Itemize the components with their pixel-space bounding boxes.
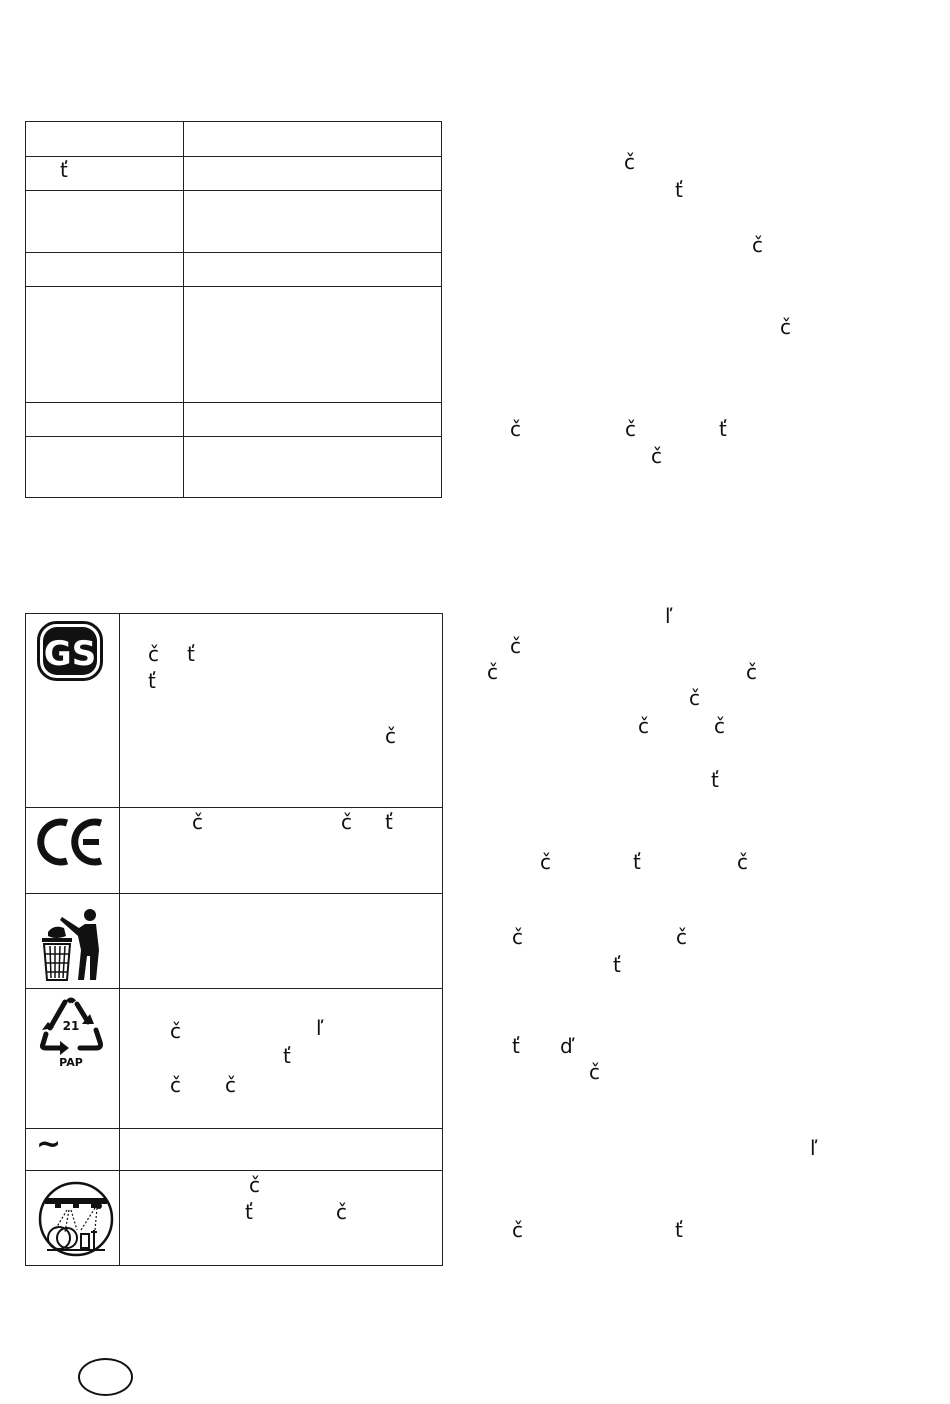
text-glyph: č (625, 417, 636, 441)
text-glyph: č (624, 150, 635, 174)
spec-table-cell-text: ť (60, 158, 68, 182)
text-glyph: ť (613, 953, 621, 977)
symbols-table-row-line (26, 1170, 442, 1171)
text-glyph: ť (711, 768, 719, 792)
text-glyph: ť (512, 1034, 520, 1058)
text-glyph: č (510, 634, 521, 658)
text-glyph: č (752, 233, 763, 257)
ce-description-text: ť (385, 810, 393, 834)
text-glyph: č (510, 417, 521, 441)
text-glyph: č (714, 714, 725, 738)
dishwasher-description-text: č (336, 1200, 347, 1224)
spec-table-row-line (26, 286, 441, 287)
gs-description-text: č (385, 724, 396, 748)
text-glyph: č (512, 1218, 523, 1242)
gs-description-text: č (148, 642, 159, 666)
spec-table-row-line (26, 190, 441, 191)
recycling-description-text: č (170, 1019, 181, 1043)
recycling-description-text: ť (283, 1044, 291, 1068)
text-glyph: č (689, 686, 700, 710)
text-glyph: č (512, 925, 523, 949)
text-glyph: č (651, 444, 662, 468)
recycling-description-text: ľ (316, 1016, 324, 1040)
spec-table-divider (183, 122, 184, 497)
text-glyph: č (589, 1060, 600, 1084)
spec-table-row-line (26, 252, 441, 253)
text-glyph: ť (633, 850, 641, 874)
symbols-table-row-line (26, 807, 442, 808)
gs-description-text: ť (148, 669, 156, 693)
symbols-table-row-line (26, 988, 442, 989)
spec-table-row-line (26, 436, 441, 437)
text-glyph: ľ (665, 604, 673, 628)
ce-description-text: č (192, 810, 203, 834)
dishwasher-description-text: č (249, 1173, 260, 1197)
svg-text:21: 21 (62, 1019, 80, 1033)
ac-current-icon: ~ (36, 1127, 62, 1162)
text-glyph: ť (675, 178, 683, 202)
symbols-table-divider (119, 614, 120, 1265)
text-glyph: ľ (810, 1136, 818, 1160)
recycling-description-text: č (225, 1073, 236, 1097)
text-glyph: ť (675, 1218, 683, 1242)
text-glyph: č (487, 660, 498, 684)
svg-text:PAP: PAP (59, 1056, 83, 1069)
text-glyph: č (746, 660, 757, 684)
symbols-table-row-line (26, 1128, 442, 1129)
svg-text:GS: GS (43, 634, 97, 674)
recycling-icon (38, 996, 104, 1072)
spec-table (25, 121, 442, 498)
ce-description-text: č (341, 810, 352, 834)
text-glyph: č (540, 850, 551, 874)
recycling-description-text: č (170, 1073, 181, 1097)
text-glyph: č (638, 714, 649, 738)
text-glyph: č (780, 315, 791, 339)
symbols-table-row-line (26, 893, 442, 894)
text-glyph: č (737, 850, 748, 874)
spec-table-row-line (26, 156, 441, 157)
gs-mark-icon (37, 621, 103, 681)
text-glyph: ď (560, 1034, 573, 1058)
dishwasher-safe-icon (37, 1180, 115, 1258)
ce-mark-icon (37, 817, 105, 867)
text-glyph: č (676, 925, 687, 949)
gs-description-text: ť (187, 642, 195, 666)
spec-table-row-line (26, 402, 441, 403)
waste-bin-icon (38, 906, 104, 982)
dishwasher-description-text: ť (245, 1200, 253, 1224)
text-glyph: ť (719, 417, 727, 441)
country-code-oval (78, 1358, 133, 1396)
